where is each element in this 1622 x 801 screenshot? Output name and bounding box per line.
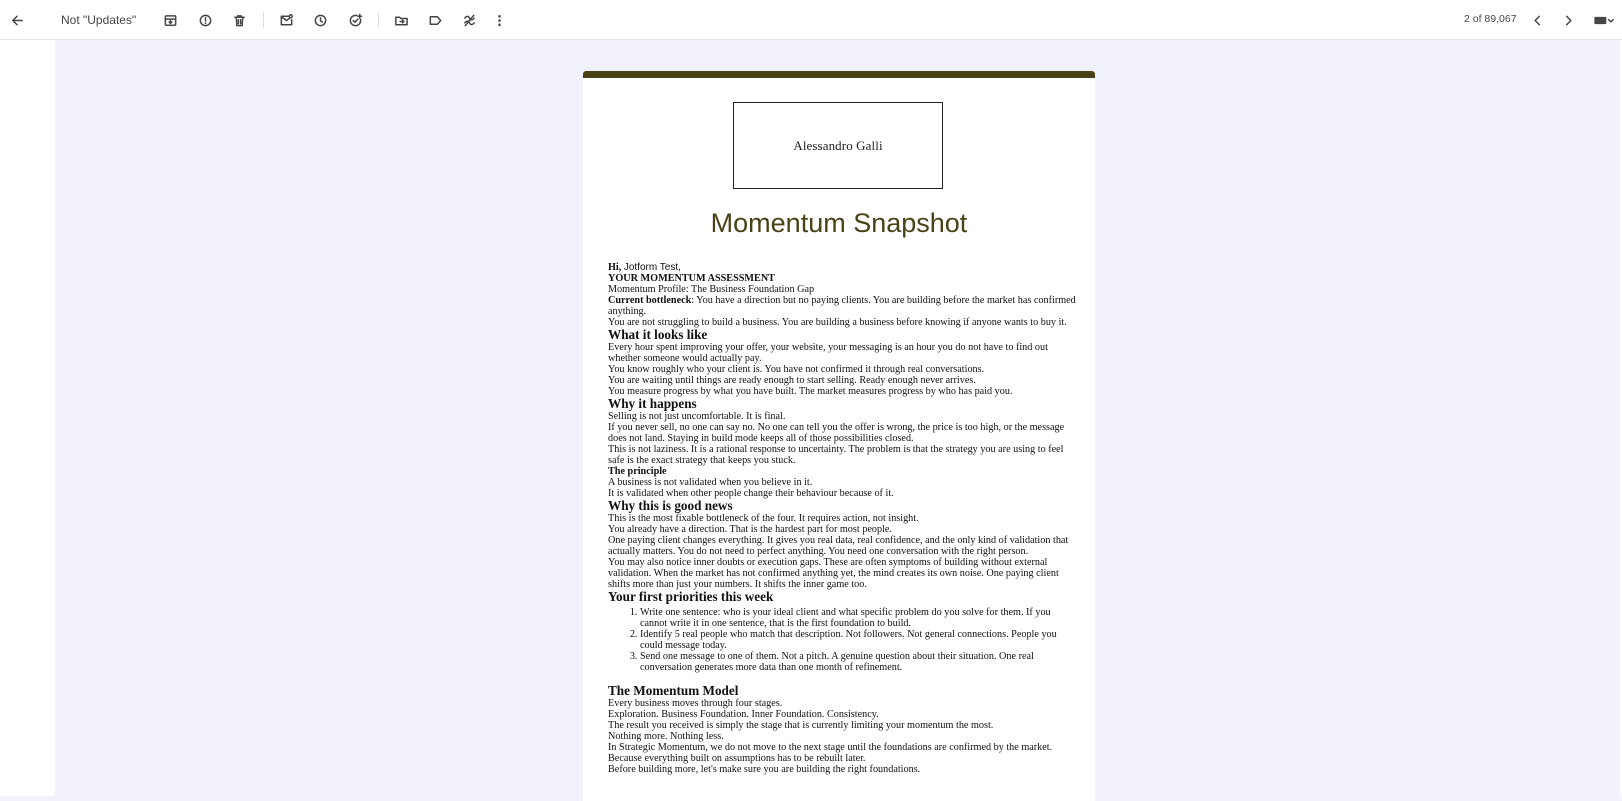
paragraph: Every business moves through four stages. [608, 698, 783, 709]
recipient-name: Jotform Test, [623, 262, 681, 273]
toolbar-divider [378, 12, 379, 28]
snooze-icon[interactable] [308, 8, 332, 32]
section-heading-priorities: Your first priorities this week [608, 589, 774, 604]
keyboard-input-icon[interactable] [1589, 8, 1619, 32]
section-heading-looks-like: What it looks like [608, 327, 708, 342]
back-arrow-icon[interactable] [5, 8, 29, 32]
report-spam-icon[interactable] [193, 8, 217, 32]
paragraph: You know roughly who your client is. You have not confirmed it through real conversations. [608, 364, 985, 375]
email-content [608, 262, 1076, 775]
bottleneck-text: : You have a direction but no paying clients. You are building before the market has confirmed anything. [608, 295, 1076, 317]
paragraph: It is validated when other people change their behaviour because of it. [608, 488, 894, 499]
left-gutter [0, 40, 55, 796]
paragraph: This is not laziness. It is a rational response to uncertainty. The problem is that the strategy you are using to feel safe is the exact strategy that keeps you stuck. [608, 444, 1064, 466]
bottleneck-label: Current bottleneck [608, 295, 692, 306]
message-counter: 2 of 89,067 [1464, 13, 1517, 25]
momentum-profile: Momentum Profile: The Business Foundation Gap [608, 284, 815, 295]
paragraph: Exploration. Business Foundation. Inner Foundation. Consistency. [608, 709, 879, 720]
older-chevron-icon[interactable] [1556, 8, 1580, 32]
bottleneck [608, 295, 1076, 317]
email-body [583, 71, 1095, 801]
paragraph: You may also notice inner doubts or execution gaps. These are often symptoms of building without external validation. When the market has not confirmed anything yet, the mind creates its own noise. One paying client shifts more than just your numbers. It shifts the inner game too. [608, 557, 1059, 590]
list-item: 2. Identify 5 real people who match that description. Not followers. Not general connections. People you could message today. [640, 629, 1076, 651]
label-icon[interactable] [423, 8, 447, 32]
bottleneck-detail: You are not struggling to build a business. You are building a business before knowing if anyone wants to buy it. [608, 317, 1067, 328]
paragraph: If you never sell, no one can say no. No one can tell you the offer is wrong, the price is too high, or the message does not land. Staying in build mode keeps all of those possibilities closed. [608, 422, 1065, 444]
add-task-icon[interactable] [343, 8, 367, 32]
paragraph: In Strategic Momentum, we do not move to the next stage until the foundations are confirmed by the market. [608, 742, 1053, 753]
paragraph: Nothing more. Nothing less. [608, 731, 724, 742]
section-heading-good-news: Why this is good news [608, 498, 733, 513]
label-chip[interactable]: Not "Updates" [61, 13, 137, 27]
paragraph: One paying client changes everything. It gives you real data, real confidence, and the only kind of validation that actually matters. You do not need to perfect anything. You need one conversation with the right person. [608, 535, 1069, 557]
section-heading-why-happens: Why it happens [608, 396, 697, 411]
principle-label-text: The principle [608, 466, 667, 477]
priorities-list [608, 607, 1076, 673]
paragraph: A business is not validated when you believe in it. [608, 477, 813, 488]
paragraph: Selling is not just uncomfortable. It is final. [608, 411, 786, 422]
delete-icon[interactable] [227, 8, 251, 32]
brand-logo [733, 102, 943, 189]
section-heading-model: The Momentum Model [608, 683, 739, 698]
toolbar-divider [263, 12, 264, 28]
assessment-heading [608, 273, 1076, 284]
logo-text: Alessandro Galli [793, 137, 883, 153]
header-accent-bar [583, 71, 1095, 78]
paragraph: You measure progress by what you have built. The market measures progress by who has paid you. [608, 386, 1013, 397]
filter-icon[interactable] [457, 8, 481, 32]
greeting-hi: Hi, [608, 262, 622, 273]
greeting [608, 262, 1076, 273]
paragraph: The result you received is simply the stage that is currently limiting your momentum the most. [608, 720, 994, 731]
newer-chevron-icon[interactable] [1525, 8, 1549, 32]
more-options-icon[interactable] [487, 8, 511, 32]
paragraph: Before building more, let's make sure you are building the right foundations. [608, 764, 921, 775]
principle-label [608, 466, 1076, 477]
paragraph: This is the most fixable bottleneck of the four. It requires action, not insight. [608, 513, 919, 524]
paragraph: You already have a direction. That is the hardest part for most people. [608, 524, 892, 535]
paragraph: You are waiting until things are ready enough to start selling. Ready enough never arrives. [608, 375, 976, 386]
paragraph: Because everything built on assumptions has to be rebuilt later. [608, 753, 866, 764]
list-item: 1. Write one sentence: who is your ideal client and what specific problem do you solve for them. If you cannot write it in one sentence, that is the first foundation to build. [640, 607, 1076, 629]
email-title: Momentum Snapshot [710, 208, 968, 238]
archive-icon[interactable] [158, 8, 182, 32]
assessment-heading-text: YOUR MOMENTUM ASSESSMENT [608, 273, 775, 284]
list-item: 3. Send one message to one of them. Not a pitch. A genuine question about their situation. One real conversation generates more data than one month of refinement. [640, 651, 1076, 673]
mark-unread-icon[interactable] [274, 8, 298, 32]
paragraph: Every hour spent improving your offer, your website, your messaging is an hour you do not have to find out whether someone would actually pay. [608, 342, 1048, 364]
move-to-icon[interactable] [389, 8, 413, 32]
email-toolbar [0, 0, 1622, 40]
